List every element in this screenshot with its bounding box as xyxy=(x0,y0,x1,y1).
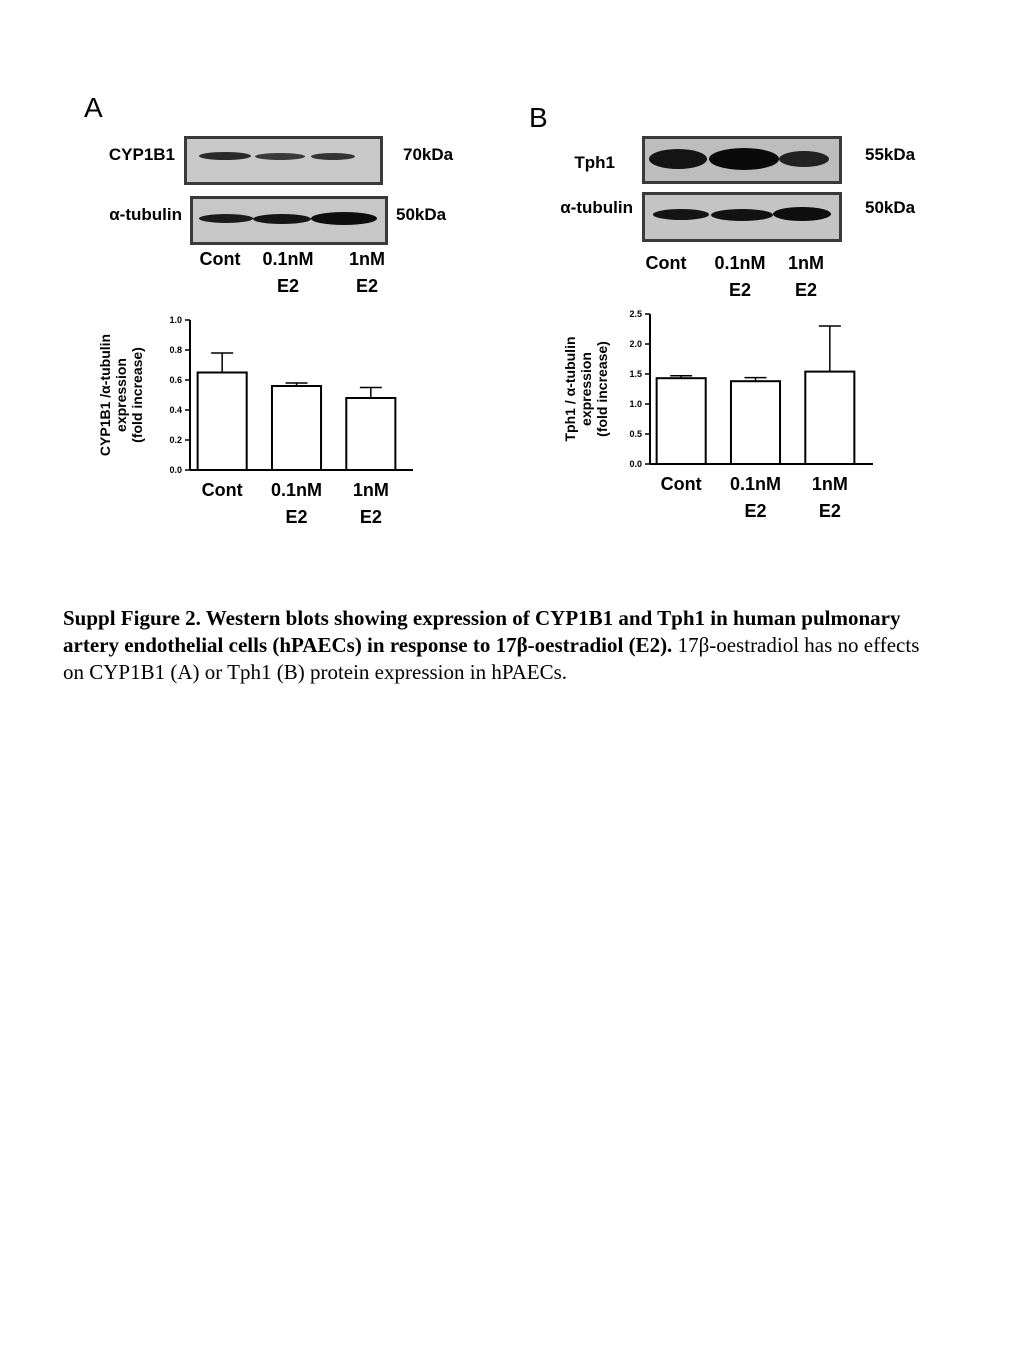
tph1-blot-label: Tph1 xyxy=(574,153,615,172)
y-axis-label xyxy=(562,336,610,441)
blot-lane-label: Cont xyxy=(199,249,241,269)
blot-band xyxy=(253,214,311,224)
cyp1b1-blot-label: CYP1B1 xyxy=(108,145,175,164)
y-tick-label: 1.0 xyxy=(629,399,642,409)
bar xyxy=(657,378,706,464)
caption-bold: Suppl Figure 2. Western blots showing expression of CYP1B1 and Tph1 in human pulmonary artery endothelial cells (hPAECs) in response to 17β-oestradiol (E2). xyxy=(63,606,901,657)
bar xyxy=(198,373,247,471)
y-axis-label-line: CYP1B1 /α-tubulin xyxy=(97,333,113,457)
y-tick-label: 2.5 xyxy=(629,309,642,319)
blot-band xyxy=(709,148,779,170)
y-tick-label: 2.0 xyxy=(629,339,642,349)
y-tick-label: 0.6 xyxy=(169,375,182,385)
blot-band xyxy=(649,149,707,169)
blot-band xyxy=(255,153,305,160)
panel-a-letter: A xyxy=(84,92,103,123)
x-tick-label: 0.1nM xyxy=(270,480,323,500)
y-axis-label xyxy=(97,334,145,456)
panel-b-letter: B xyxy=(529,102,548,133)
a-tubulin-kda: 50kDa xyxy=(396,205,447,224)
x-tick-label: Cont xyxy=(201,480,243,500)
y-tick-label: 1.0 xyxy=(169,315,182,325)
y-tick-label: 1.5 xyxy=(629,369,642,379)
bar xyxy=(731,381,780,464)
y-axis-label-line: (fold increase) xyxy=(129,347,145,443)
blot-band xyxy=(773,207,831,221)
a-tubulin-blot xyxy=(190,196,388,245)
y-axis-label-line: (fold increase) xyxy=(594,341,610,437)
bar xyxy=(346,398,395,470)
x-tick-label: E2 xyxy=(359,507,382,527)
blot-lane-label: 1nM E2 xyxy=(788,253,824,300)
b-tubulin-blot xyxy=(642,192,842,242)
figure-caption xyxy=(63,605,923,686)
caption-normal: 17β-oestradiol has no effects on CYP1B1 (A) or Tph1 (B) protein expression in hPAECs. xyxy=(63,633,920,684)
tph1-bar-chart xyxy=(555,302,895,532)
blot-lane-label: 0.1nM E2 xyxy=(262,249,314,296)
y-tick-label: 0.5 xyxy=(629,429,642,439)
b-tubulin-blot-label: α-tubulin xyxy=(560,198,633,217)
blot-band xyxy=(311,153,355,160)
y-tick-label: 0.2 xyxy=(169,435,182,445)
blot-band xyxy=(199,152,251,160)
x-tick-label: Cont xyxy=(660,474,702,494)
blot-lane-label: 1nM E2 xyxy=(349,249,385,296)
y-axis-label-line: expression xyxy=(113,358,129,432)
y-tick-label: 0.0 xyxy=(629,459,642,469)
blot-lane-label: 0.1nM E2 xyxy=(714,253,766,300)
x-tick-label: E2 xyxy=(285,507,308,527)
x-tick-label: 1nM xyxy=(352,480,389,500)
y-axis-label-line: expression xyxy=(578,352,594,426)
cyp1b1-kda: 70kDa xyxy=(403,145,454,164)
bar xyxy=(272,386,321,470)
a-tubulin-blot-label: α-tubulin xyxy=(109,205,182,224)
y-tick-label: 0.4 xyxy=(169,405,182,415)
y-axis-label-line: Tph1 / α-tubulin xyxy=(562,336,578,442)
x-tick-label: 1nM xyxy=(811,474,848,494)
y-tick-label: 0.0 xyxy=(169,465,182,475)
blot-band xyxy=(199,214,253,223)
cyp1b1-blot xyxy=(184,136,383,185)
blot-band xyxy=(311,212,377,225)
blot-lane-label: Cont xyxy=(645,253,687,273)
blot-band xyxy=(653,209,709,220)
tph1-kda: 55kDa xyxy=(865,145,916,164)
bar xyxy=(805,372,854,464)
tph1-blot xyxy=(642,136,842,184)
blot-band xyxy=(711,209,773,221)
cyp1b1-bar-chart xyxy=(90,308,430,538)
y-tick-label: 0.8 xyxy=(169,345,182,355)
x-tick-label: 0.1nM xyxy=(729,474,782,494)
b-tubulin-kda: 50kDa xyxy=(865,198,916,217)
blot-band xyxy=(779,151,829,167)
x-tick-label: E2 xyxy=(818,501,841,521)
x-tick-label: E2 xyxy=(744,501,767,521)
